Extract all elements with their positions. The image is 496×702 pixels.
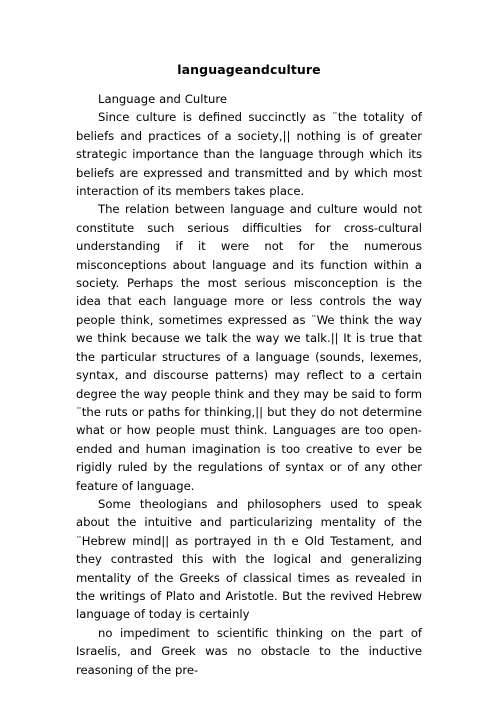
paragraph-misconceptions: The relation between language and culture would not constitute such serious difficulties for cross-cultural understanding if it were not for the numerous misconceptions about language and its function within a society. Perhaps the most serious misconception is the idea that each language more or less controls the way people think, sometimes expressed as ¨We think the way we think because we talk the way we talk.|| It is true that the particular structures of a language (sounds, lexemes, syntax, and discourse patterns) may reflect to a certain degree the way people think and they may be said to form ¨the ruts or paths for thinking,|| but they do not determine what or how people must think. Languages are too open-ended and human imagination is too creative to ever be rigidly ruled by the regulations of syntax or of any other feature of language. [76, 202, 422, 493]
paragraph-continuation: no impediment to scientific thinking on the part of Israelis, and Greek was no obstacle to the inductive reasoning of the pre- [76, 625, 422, 677]
section-heading: Language and Culture [98, 92, 228, 106]
paragraph-hebrew-greek: Some theologians and philosophers used to speak about the intuitive and particularizing mentality of the ¨Hebrew mind|| as portrayed in th e Old Testament, and they contrasted this with the logical and generalizing mentality of the Greeks of classical times as revealed in the writings of Plato and Aristotle. But the revived Hebrew language of today is certainly [76, 496, 422, 622]
document-title: languageandculture [177, 62, 321, 77]
paragraph-culture-definition: Since culture is defined succinctly as ¨the totality of beliefs and practices of a society,|| nothing is of greater strategic importance than the language through which its beliefs are expressed and transmitted and by which most interaction of its members takes place. [76, 110, 422, 199]
